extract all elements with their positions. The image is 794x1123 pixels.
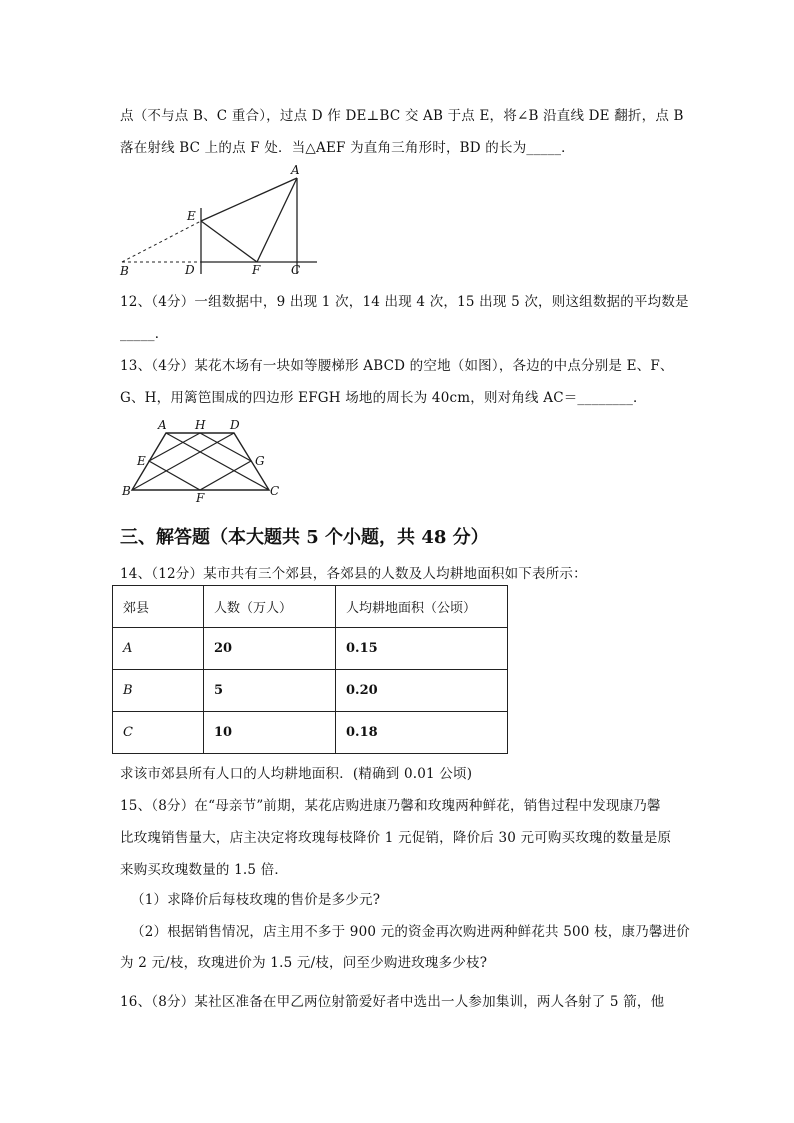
table-cell: A xyxy=(113,628,204,670)
table-cell: 0.18 xyxy=(336,712,508,754)
q13-label-b: B xyxy=(122,484,131,498)
table-row xyxy=(113,712,508,754)
table-cell: C xyxy=(113,712,204,754)
q13-label-g: G xyxy=(255,454,265,468)
table-cell: B xyxy=(113,670,204,712)
section3-heading: 三、解答题（本大题共 5 个小题，共 48 分） xyxy=(120,527,489,548)
q14-intro: 14、（12分）某市共有三个郊县，各郊县的人数及人均耕地面积如下表所示： xyxy=(120,566,587,582)
table-row xyxy=(113,628,508,670)
q11-text-line2: 落在射线 BC 上的点 F 处．当△AEF 为直角三角形时，BD 的长为_____． xyxy=(120,140,575,156)
q13-label-h: H xyxy=(195,418,206,432)
table-row xyxy=(113,670,508,712)
table-header-row xyxy=(113,586,508,628)
q13-label-e: E xyxy=(137,454,146,468)
q15-text-line3: 来购买玫瑰数量的 1.5 倍． xyxy=(120,862,289,878)
q13-text-line2: G、H，用篱笆围成的四边形 EFGH 场地的周长为 40cm，则对角线 AC＝________． xyxy=(120,390,647,406)
q11-segment-fa xyxy=(257,178,297,262)
q13-text-line1: 13、（4分）某花木场有一块如等腰梯形 ABCD 的空地（如图），各边的中点分别是 E、F、 xyxy=(120,358,674,374)
table-cell: 0.20 xyxy=(336,670,508,712)
q13-label-a: A xyxy=(158,418,167,432)
q11-label-f: F xyxy=(252,263,261,277)
table-cell: 10 xyxy=(204,712,336,754)
table-header-cell: 人数（万人） xyxy=(204,586,336,628)
table-cell: 0.15 xyxy=(336,628,508,670)
table-cell: 5 xyxy=(204,670,336,712)
q11-segment-ea xyxy=(201,178,297,221)
q11-segment-ef xyxy=(201,221,257,262)
q16-text-line1: 16、（8分）某社区准备在甲乙两位射箭爱好者中选出一人参加集训，两人各射了 5 箭，他 xyxy=(120,994,665,1010)
q12-text-line1: 12、（4分）一组数据中，9 出现 1 次，14 出现 4 次，15 出现 5 次，则这组数据的平均数是 xyxy=(120,294,689,310)
q13-label-d: D xyxy=(230,418,240,432)
q13-quadrilateral-efgh xyxy=(149,433,251,490)
q15-subquestion-1: （1）求降价后每枝玫瑰的售价是多少元? xyxy=(131,892,381,908)
q13-trapezoid-abcd xyxy=(132,433,269,490)
q13-label-c: C xyxy=(270,484,280,498)
q14-table xyxy=(112,585,508,754)
q15-subquestion-2-line2: 为 2 元/枝，玫瑰进价为 1.5 元/枝，问至少购进玫瑰多少枝? xyxy=(120,955,488,971)
q15-subquestion-2-line1: （2）根据销售情况，店主用不多于 900 元的资金再次购进两种鲜花共 500 枝，康乃馨进价 xyxy=(131,924,690,940)
q13-label-f: F xyxy=(196,491,205,505)
table-header-cell: 郊县 xyxy=(113,586,204,628)
q11-label-b: B xyxy=(120,264,129,278)
q11-label-c: C xyxy=(291,263,301,277)
q15-text-line2: 比玫瑰销售量大，店主决定将玫瑰每枝降价 1 元促销，降价后 30 元可购买玫瑰的数量是原 xyxy=(120,830,672,846)
q15-text-line1: 15、（8分）在“母亲节”前期，某花店购进康乃馨和玫瑰两种鲜花，销售过程中发现康乃馨 xyxy=(120,798,661,814)
q14-question: 求该市郊县所有人口的人均耕地面积．(精确到 0.01 公顷) xyxy=(120,766,473,782)
table-header-cell: 人均耕地面积（公顷） xyxy=(336,586,508,628)
q12-text-line2: _____． xyxy=(120,326,169,342)
q11-label-e: E xyxy=(187,209,196,223)
table-cell: 20 xyxy=(204,628,336,670)
q11-label-d: D xyxy=(185,263,195,277)
q13-figure xyxy=(116,414,286,506)
q11-label-a: A xyxy=(291,163,300,177)
q11-segment-be-dashed xyxy=(122,221,201,262)
q11-text-line1: 点（不与点 B、C 重合），过点 D 作 DE⊥BC 交 AB 于点 E，将∠B 沿直线 DE 翻折，点 B xyxy=(120,108,684,124)
q11-figure xyxy=(112,162,327,280)
